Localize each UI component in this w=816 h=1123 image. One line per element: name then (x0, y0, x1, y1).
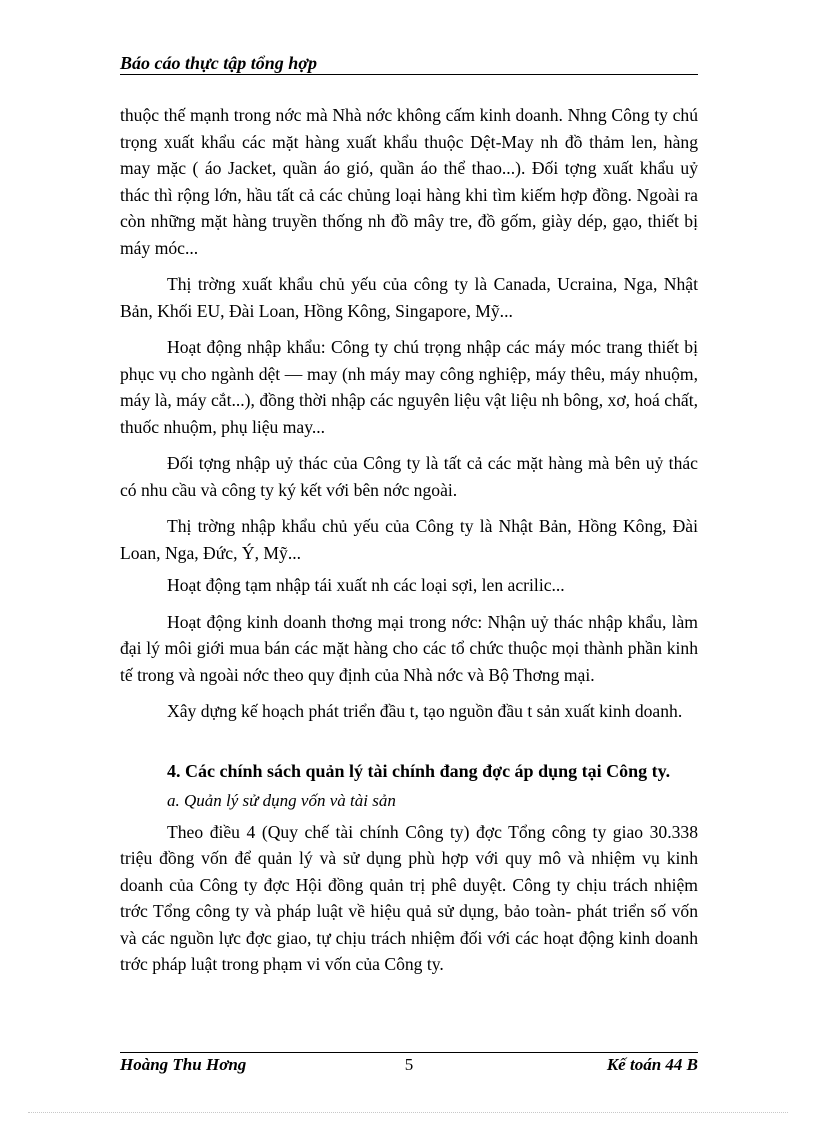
page-number: 5 (404, 1055, 414, 1074)
page-header (120, 52, 698, 75)
page-bottom-dotted-rule (28, 1112, 788, 1113)
paragraph-1: thuộc thế mạnh trong nớc mà Nhà nớc không cấm kinh doanh. Nhng Công ty chú trọng xuất khẩu các mặt hàng xuất khẩu thuộc Dệt-May nh đồ thảm len, hàng may mặc ( áo Jacket, quần áo gió, quần áo thể thao...). Đối tợng xuất khẩu uỷ thác thì rộng lớn, hầu tất cả các chủng loại hàng khi tìm kiếm hợp đồng. Ngoài ra còn những mặt hàng truyền thống nh đồ mây tre, đồ gốm, giày dép, gạo, thiết bị máy móc... (120, 105, 698, 258)
page-body (120, 102, 698, 988)
footer-author: Hoàng Thu Hơng (120, 1055, 247, 1074)
paragraph-8: Xây dựng kế hoạch phát triển đầu t, tạo nguồn đầu t sản xuất kinh doanh. (167, 701, 683, 721)
header-title: Báo cáo thực tập tổng hợp (120, 53, 317, 73)
paragraph-4: Đối tợng nhập uỷ thác của Công ty là tất cả các mặt hàng mà bên uỷ thác có nhu cầu và công ty ký kết với bên nớc ngoài. (120, 453, 698, 500)
section-subheading: a. Quản lý sử dụng vốn và tài sản (167, 790, 396, 810)
page-footer (120, 1053, 698, 1077)
paragraph-5: Thị trờng nhập khẩu chủ yếu của Công ty là Nhật Bản, Hồng Kông, Đài Loan, Nga, Đức, Ý, Mỹ... (120, 516, 698, 563)
footer-department: Kế toán 44 B (606, 1055, 698, 1074)
paragraph-3: Hoạt động nhập khẩu: Công ty chú trọng nhập các máy móc trang thiết bị phục vụ cho ngành dệt — may (nh máy may công nghiệp, máy thêu, máy nhuộm, máy là, máy cắt...), đồng thời nhập các nguyên liệu vật liệu nh bông, xơ, hoá chất, thuốc nhuộm, phụ liệu may... (120, 337, 698, 437)
paragraph-2: Thị trờng xuất khẩu chủ yếu của công ty là Canada, Ucraina, Nga, Nhật Bản, Khối EU, Đài Loan, Hồng Kông, Singapore, Mỹ... (120, 274, 698, 321)
paragraph-7: Hoạt động kinh doanh thơng mại trong nớc: Nhận uỷ thác nhập khẩu, làm đại lý môi giới mua bán các mặt hàng cho các tổ chức thuộc mọi thành phần kinh tế trong và ngoài nớc theo quy định của Nhà nớc và Bộ Thơng mại. (120, 611, 698, 685)
section-heading: 4. Các chính sách quản lý tài chính đang đợc áp dụng tại Công ty. (167, 760, 671, 781)
section-paragraph: Theo điều 4 (Quy chế tài chính Công ty) đợc Tổng công ty giao 30.338 triệu đồng vốn để quản lý và sử dụng phù hợp với quy mô và nhiệm vụ kinh doanh của Công ty đợc Hội đồng quản trị phê duyệt. Công ty chịu trách nhiệm trớc Tổng công ty và pháp luật về hiệu quả sử dụng, bảo toàn- phát triển số vốn và các nguồn lực đợc giao, tự chịu trách nhiệm đối với các hoạt động kinh doanh trớc pháp luật trong phạm vi vốn của Công ty. (120, 821, 698, 974)
paragraph-6: Hoạt động tạm nhập tái xuất nh các loại sợi, len acrilic... (167, 575, 565, 595)
